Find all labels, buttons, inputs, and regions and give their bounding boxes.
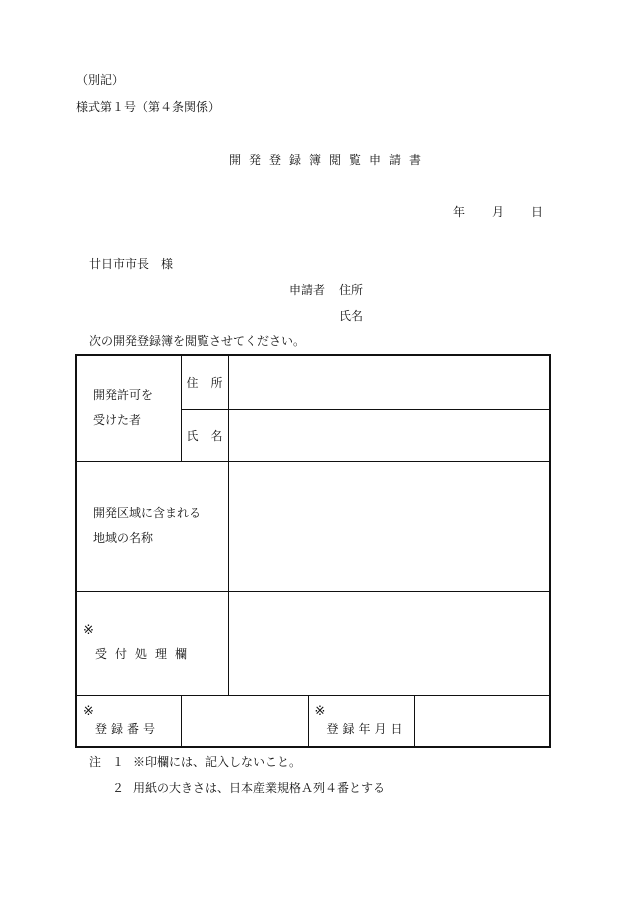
reg-date-label [308, 695, 414, 747]
area-name-label [76, 461, 228, 591]
permit-holder-line1: 開発許可を [93, 388, 154, 403]
form-number: 様式第１号（第４条関係） [76, 100, 221, 114]
applicant-label: 申請者 [289, 283, 326, 297]
note-prefix: 注 [89, 755, 102, 769]
reg-number-text: 登録番号 [95, 721, 160, 736]
note-2-number: ２ [112, 781, 125, 795]
date-day: 日 [531, 205, 544, 219]
applicant-name-label: 氏名 [339, 309, 364, 323]
request-text: 次の開発登録簿を閲覧させてください。 [89, 334, 306, 348]
note-1-number: １ [112, 755, 125, 769]
holder-name-field[interactable] [228, 409, 550, 461]
reg-number-mark: ※ [83, 703, 94, 719]
reception-label [76, 591, 228, 695]
area-name-line2: 地域の名称 [93, 531, 154, 545]
note-2-text: 用紙の大きさは、日本産業規格Ａ列４番とする [133, 781, 386, 795]
holder-address-field[interactable] [228, 355, 550, 409]
date-month: 月 [492, 205, 505, 219]
note-1-text: ※印欄には、記入しないこと。 [133, 755, 302, 769]
holder-address-label: 住 所 [181, 355, 228, 409]
holder-name-label: 氏 名 [181, 409, 228, 461]
reg-date-field [414, 695, 550, 747]
reception-field [228, 591, 550, 695]
reg-number-label [76, 695, 181, 747]
area-name-field[interactable] [228, 461, 550, 591]
addressee: 廿日市市長 様 [89, 257, 174, 271]
document-title: 開発登録簿閲覧申請書 [229, 153, 430, 167]
reg-date-mark: ※ [314, 703, 326, 719]
appendix-label: （別記） [76, 73, 125, 87]
reg-date-text: 登録年月日 [326, 721, 407, 736]
applicant-address-label: 住所 [339, 283, 364, 297]
reception-mark: ※ [83, 623, 94, 638]
reg-number-field [181, 695, 308, 747]
application-table [75, 354, 551, 748]
area-name-line1: 開発区域に含まれる [93, 506, 202, 520]
permit-holder-line2: 受けた者 [93, 413, 142, 428]
reception-text: 受付処理欄 [95, 647, 196, 661]
permit-holder-label [76, 355, 181, 461]
date-year: 年 [453, 205, 466, 219]
